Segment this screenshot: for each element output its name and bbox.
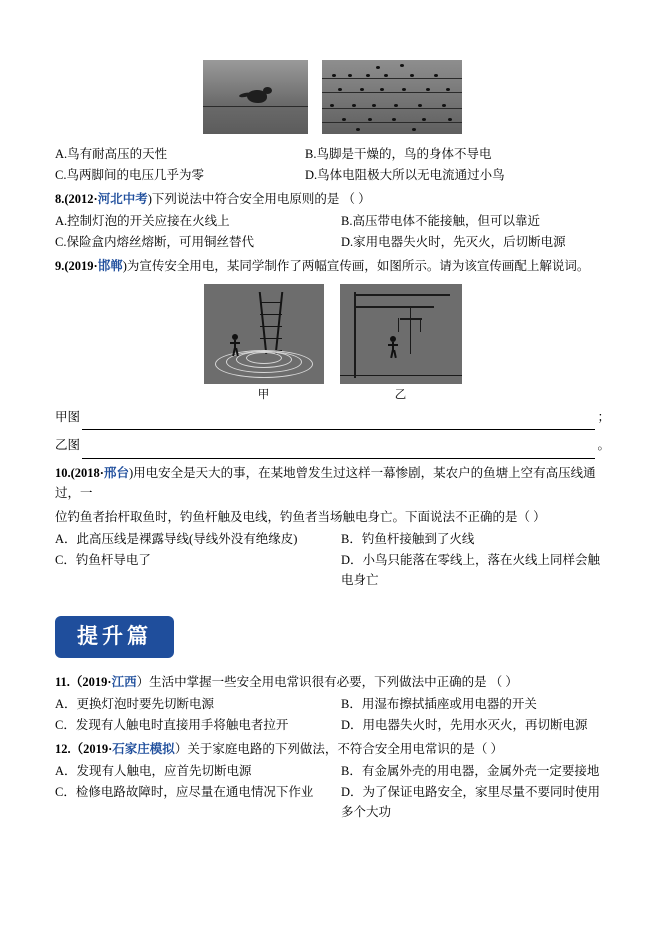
q7-option-a: A.鸟有耐高压的天性 <box>55 147 168 161</box>
q8-option-b: B.高压带电体不能接触，但可以靠近 <box>341 214 540 228</box>
question-8-stem <box>55 189 610 209</box>
q12-text: ）关于家庭电路的下列做法，不符合安全用电常识的是（ ） <box>174 741 503 756</box>
q11-options-ab <box>55 694 610 714</box>
q10-option-d: D．小鸟只能落在零线上，落在火线上同样会触电身亡 <box>341 552 601 587</box>
q8-option-d: D.家用电器失火时，先灭火，后切断电源 <box>341 235 566 249</box>
stick-figure-person <box>230 334 240 356</box>
q9-blank2-tail: 。 <box>597 438 610 453</box>
question-10-stem <box>55 463 610 503</box>
q7-option-d: D.鸟体电阻极大所以无电流通过小鸟 <box>305 168 505 182</box>
q9-blank2-input[interactable] <box>82 444 595 459</box>
q7-options-cd <box>55 165 610 185</box>
q8-text: )下列说法中符合安全用电原则的是 （ ） <box>147 192 371 206</box>
q8-options-cd <box>55 232 610 252</box>
q12-source: 石家庄模拟 <box>112 741 175 756</box>
stick-figure-climber <box>388 336 398 358</box>
q7-option-b: B.鸟脚是干燥的，鸟的身体不导电 <box>305 147 492 161</box>
q9-blank1-label: 甲图 <box>55 410 81 424</box>
q9-source: 邯郸 <box>97 259 123 273</box>
q9-blank1-input[interactable] <box>82 415 595 430</box>
q9-text: )为宣传安全用电，某同学制作了两幅宣传画，如图所示。请为该宣传画配上解说词。 <box>122 259 590 273</box>
question-9-stem <box>55 256 610 276</box>
poster-jia-illustration <box>204 284 324 384</box>
q8-source: 河北中考 <box>97 192 148 206</box>
figure-row-safety-posters <box>55 284 610 384</box>
transmission-tower-icon <box>258 292 284 354</box>
q8-options-ab <box>55 211 610 231</box>
question-11-stem <box>55 672 610 692</box>
caption-jia: 甲 <box>257 389 270 401</box>
q11-source: 江西 <box>111 674 137 689</box>
q10-source: 邢台 <box>103 465 129 480</box>
question-10-stem-2: 位钓鱼者抬杆取鱼时，钓鱼杆触及电线，钓鱼者当场触电身亡。下面说法不正确的是（ ） <box>55 509 546 524</box>
q7-option-c: C.鸟两脚间的电压几乎为零 <box>55 168 204 182</box>
q11-options-cd <box>55 715 610 735</box>
q10-option-b: B．钓鱼杆接触到了火线 <box>341 531 475 546</box>
q8-option-c: C.保险盒内熔丝熔断，可用铜丝替代 <box>55 235 254 249</box>
q12-options-cd <box>55 782 610 822</box>
q10-options-cd <box>55 550 610 590</box>
q11-option-b: B．用湿布擦拭插座或用电器的开关 <box>341 696 537 711</box>
q10-options-ab <box>55 529 610 549</box>
q12-options-ab <box>55 761 610 781</box>
q9-answer-line-2 <box>55 432 610 458</box>
q11-text: ）生活中掌握一些安全用电常识很有必要，下列做法中正确的是 （ ） <box>136 674 518 689</box>
q8-option-a: A.控制灯泡的开关应接在火线上 <box>55 214 230 228</box>
q9-answer-line-1 <box>55 404 610 430</box>
q10-option-a: A．此高压线是裸露导线(导线外没有绝缘皮) <box>55 531 298 546</box>
q11-number: 11.（2019· <box>55 674 112 689</box>
q11-option-d: D．用电器失火时，先用水灭火，再切断电源 <box>341 717 588 732</box>
q12-option-c: C．检修电路故障时，应尽量在通电情况下作业 <box>55 784 314 799</box>
section-banner-wrap <box>55 616 610 658</box>
q10-text: )用电安全是天大的事，在某地曾发生过这样一幕惨剧，某农户的鱼塘上空有高压线通过，一 <box>55 465 596 500</box>
q7-options-ab <box>55 144 610 164</box>
figure-captions <box>55 386 610 402</box>
q12-option-b: B．有金属外壳的用电器，金属外壳一定要接地 <box>341 763 600 778</box>
q10-option-c: C．钓鱼杆导电了 <box>55 552 151 567</box>
page-content <box>55 60 610 823</box>
q12-option-d: D．为了保证电路安全，家里尽量不要同时使用多个大功 <box>341 784 601 819</box>
q9-number: 9.(2019· <box>55 259 98 273</box>
q10-number: 10.(2018· <box>55 465 104 480</box>
birds-on-power-lines-photo <box>322 60 462 134</box>
q9-blank2-label: 乙图 <box>55 438 81 453</box>
poster-yi-illustration <box>340 284 462 384</box>
q12-number: 12.（2019· <box>55 741 113 756</box>
q11-option-c: C．发现有人触电时直接用手将触电者拉开 <box>55 717 289 732</box>
question-12-stem <box>55 739 610 759</box>
q12-option-a: A．发现有人触电，应首先切断电源 <box>55 763 252 778</box>
figure-row-birds <box>55 60 610 134</box>
caption-yi: 乙 <box>394 389 407 401</box>
q8-number: 8.(2012· <box>55 192 98 206</box>
q11-option-a: A．更换灯泡时要先切断电源 <box>55 696 215 711</box>
bird-on-wire-photo <box>203 60 308 134</box>
section-banner-tisheng: 提升篇 <box>55 616 174 658</box>
q9-blank1-tail: ； <box>597 410 610 424</box>
